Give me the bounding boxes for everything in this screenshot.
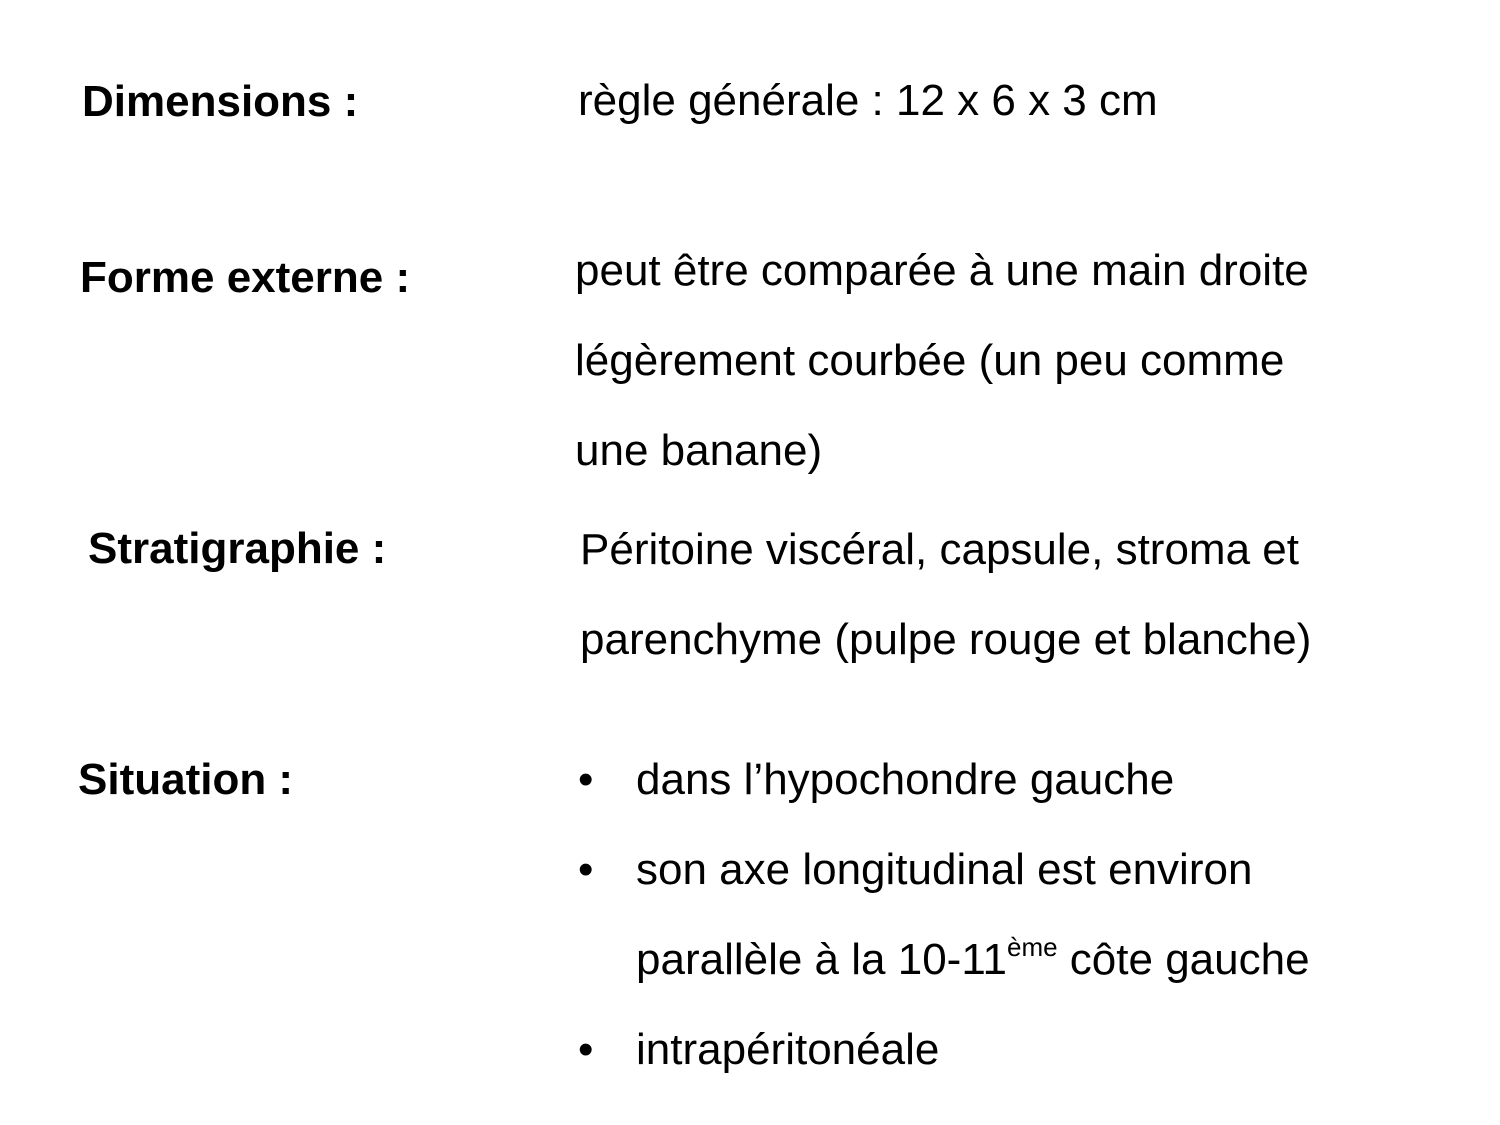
stratigraphie-line-2: parenchyme (pulpe rouge et blanche) — [580, 615, 1312, 664]
situation-bullet-text: intrapéritonéale — [636, 1025, 940, 1074]
dimensions-label: Dimensions : — [82, 77, 359, 126]
stratigraphie-value — [580, 505, 1311, 685]
forme-externe-value — [575, 226, 1309, 496]
forme-externe-label: Forme externe : — [80, 253, 411, 302]
bullet-icon: • — [578, 1025, 594, 1074]
situation-bullet-text-suffix: côte gauche — [1057, 935, 1310, 984]
situation-bullet-text-prefix: parallèle à la 10-11 — [636, 935, 1007, 984]
forme-line-3: une banane) — [575, 426, 823, 475]
bullet-icon: • — [578, 755, 594, 804]
situation-bullet-text: dans l’hypochondre gauche — [636, 755, 1175, 804]
forme-line-1: peut être comparée à une main droite — [575, 246, 1309, 295]
situation-label: Situation : — [78, 755, 294, 804]
list-item — [578, 825, 1310, 1005]
stratigraphie-label: Stratigraphie : — [88, 524, 387, 573]
situation-bullet-text: son axe longitudinal est environ — [636, 845, 1253, 894]
dimensions-text: règle générale : 12 x 6 x 3 cm — [578, 76, 1158, 125]
list-item — [578, 735, 1310, 825]
forme-line-2: légèrement courbée (un peu comme — [575, 336, 1285, 385]
stratigraphie-line-1: Péritoine viscéral, capsule, stroma et — [580, 525, 1299, 574]
dimensions-value — [578, 56, 1158, 146]
ordinal-superscript: ème — [1007, 932, 1058, 962]
list-item — [578, 1005, 1310, 1095]
bullet-icon: • — [578, 845, 594, 894]
situation-bullet-list — [578, 735, 1310, 1095]
